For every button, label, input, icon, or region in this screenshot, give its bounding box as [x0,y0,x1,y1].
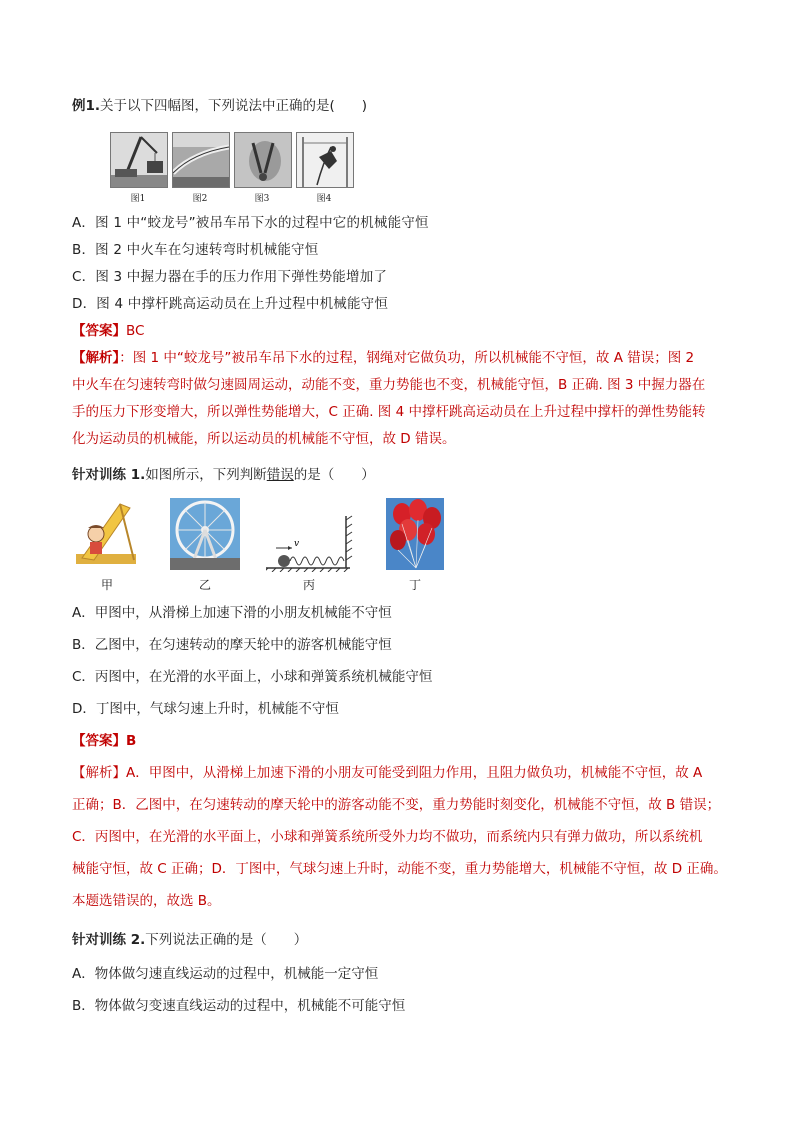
example1-option-a: A．图 1 中“蛟龙号”被吊车吊下水的过程中它的机械能守恒 [72,215,429,231]
example1-analysis-line-1 [72,348,694,368]
training1-option-c: C．丙图中，在光滑的水平面上，小球和弹簧系统机械能守恒 [72,669,433,685]
example1-analysis-line-4: 化为运动员的机械能，所以运动员的机械能不守恒，故 D 错误。 [72,431,456,447]
spring-ball-illustration [266,512,362,572]
figure-1-crane [110,132,168,188]
training1-answer-label: 【答案】 [72,733,126,749]
training1-analysis-line-4: 械能守恒，故 C 正确；D．丁图中，气球匀速上升时，动能不变，重力势能增大，机械能不守恒，故 D 正确。 [72,861,727,877]
training2-option-a: A．物体做匀速直线运动的过程中，机械能一定守恒 [72,966,379,982]
training1-option-d: D．丁图中，气球匀速上升时，机械能不守恒 [72,701,339,717]
figure-yi-caption: 乙 [198,578,211,592]
figure-3-caption: 图3 [254,194,270,204]
example1-answer-value: BC [126,323,145,339]
figure-4-pole-vault [296,132,354,188]
training1-answer [72,731,136,751]
example1-analysis-line-2: 中火车在匀速转弯时做匀速圆周运动，动能不变，重力势能也不变，机械能守恒，B 正确. 图 3 中握力器在 [72,377,706,393]
training1-answer-value: B [126,733,137,749]
example1-label: 例1. [72,98,101,114]
training1-label: 针对训练 1. [72,467,146,483]
velocity-label: v [294,539,300,549]
figure-2-caption: 图2 [192,194,208,204]
example1-answer [72,321,144,341]
training1-option-b: B．乙图中，在匀速转动的摩天轮中的游客机械能守恒 [72,637,392,653]
train-illustration [173,133,229,187]
figure-1-caption: 图1 [130,194,146,204]
example1-option-b: B．图 2 中火车在匀速转弯时机械能守恒 [72,242,319,258]
training2-title [72,930,307,950]
training2-label: 针对训练 2. [72,932,146,948]
figure-yi-ferris-wheel [170,498,240,570]
training1-analysis-line-3: C．丙图中，在光滑的水平面上，小球和弹簧系统所受外力均不做功，而系统内只有弹力做功，所以系统机 [72,829,703,845]
example1-option-c: C．图 3 中握力器在手的压力作用下弹性势能增加了 [72,269,388,285]
figure-4-caption: 图4 [316,194,332,204]
training1-option-a: A．甲图中，从滑梯上加速下滑的小朋友机械能不守恒 [72,605,392,621]
grip-illustration [235,133,291,187]
training2-question: 下列说法正确的是（ ） [145,932,308,948]
example1-answer-label: 【答案】 [72,323,126,339]
figure-2-train [172,132,230,188]
example1-option-d: D．图 4 中撑杆跳高运动员在上升过程中机械能守恒 [72,296,389,312]
balloons-illustration [386,498,444,570]
training1-analysis-line-5: 本题选错误的，故选 B。 [72,893,221,909]
training1-question-emphasis: 错误 [266,467,294,483]
ferris-wheel-illustration [170,498,240,570]
figure-jia-caption: 甲 [100,578,113,592]
training1-question-pre: 如图所示，下列判断 [145,467,267,483]
example1-analysis-line-3: 手的压力下形变增大，所以弹性势能增大，C 正确. 图 4 中撑杆跳高运动员在上升过程中撑杆的弹性势能转 [72,404,706,420]
example1-question: 关于以下四幅图，下列说法中正确的是( ) [100,98,368,114]
figure-ding-balloons [386,498,444,570]
example1-analysis-text-1: ：图 1 中“蛟龙号”被吊车吊下水的过程，钢绳对它做负功，所以机械能不守恒，故 A 错误；图 2 [119,350,695,366]
figure-bing-caption: 丙 [302,578,315,592]
example1-title [72,96,367,116]
figure-ding-caption: 丁 [408,578,421,592]
crane-illustration [111,133,167,187]
figure-jia-slide [74,498,140,570]
training2-option-b: B．物体做匀变速直线运动的过程中，机械能不可能守恒 [72,998,406,1014]
figure-3-grip [234,132,292,188]
example1-analysis-label: 【解析】 [72,350,120,366]
figure-bing-spring [266,512,362,572]
training1-question-post: 的是（ ） [293,467,375,483]
training1-title [72,465,375,485]
slide-illustration [74,498,140,570]
pole-vault-illustration [297,133,353,187]
training1-analysis-line-2: 正确；B．乙图中，在匀速转动的摩天轮中的游客动能不变，重力势能时刻变化，机械能不守恒，故 B 错误； [72,797,721,813]
training1-analysis-line-1: 【解析】A．甲图中，从滑梯上加速下滑的小朋友可能受到阻力作用，且阻力做负功，机械能不守恒，故 A [72,765,703,781]
